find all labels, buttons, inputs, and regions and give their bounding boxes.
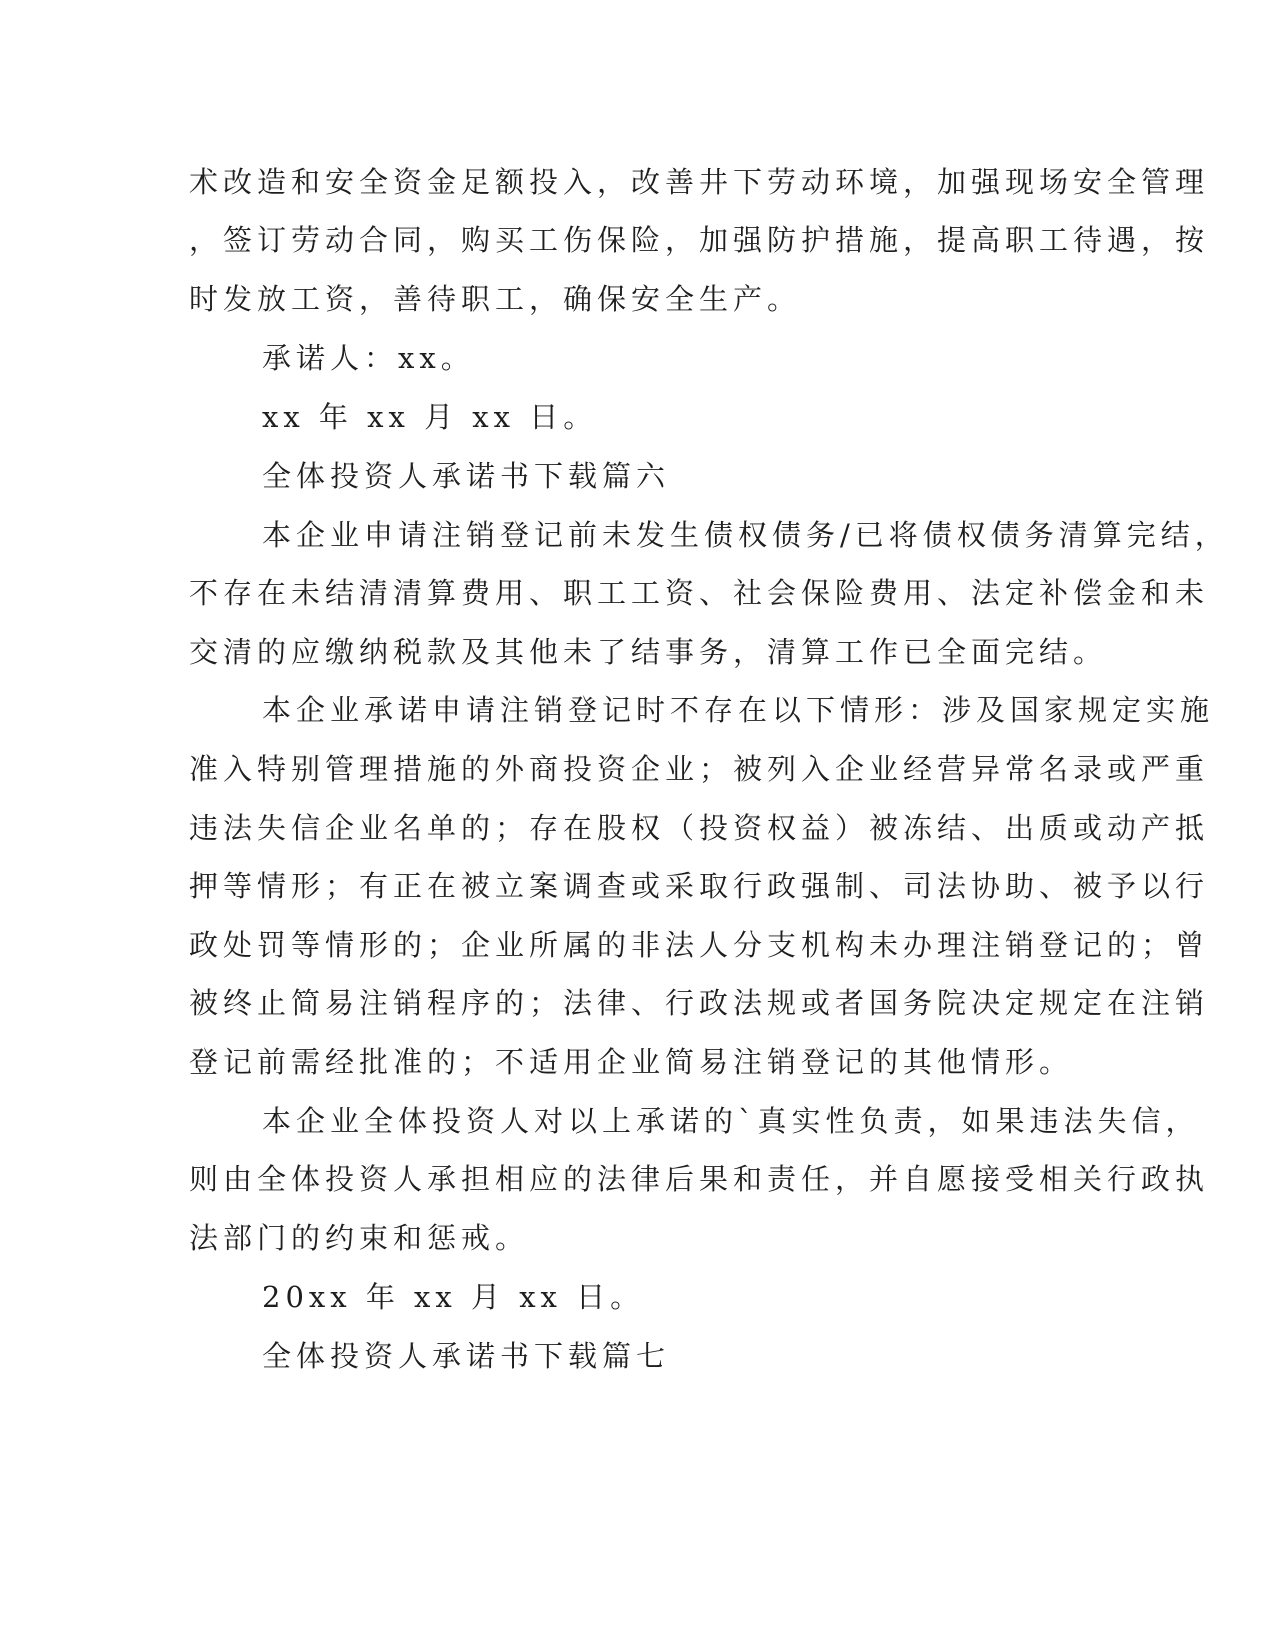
body-text-line: 押等情形；有正在被立案调查或采取行政强制、司法协助、被予以行 xyxy=(189,869,1210,903)
body-text-line: 准入特别管理措施的外商投资企业；被列入企业经营异常名录或严重 xyxy=(189,752,1210,786)
body-text-line: 交清的应缴纳税款及其他未了结事务，清算工作已全面完结。 xyxy=(189,635,1108,669)
date-line: 20xx 年 xx 月 xx 日。 xyxy=(262,1280,645,1314)
body-text-line: 本企业申请注销登记前未发生债权债务/已将债权债务清算完结， xyxy=(262,518,1229,552)
section-heading: 全体投资人承诺书下载篇七 xyxy=(262,1339,671,1373)
body-text-line: 法部门的约束和惩戒。 xyxy=(189,1221,530,1255)
body-text-line: 登记前需经批准的；不适用企业简易注销登记的其他情形。 xyxy=(189,1045,1074,1079)
signatory-line: 承诺人：xx。 xyxy=(262,341,475,375)
body-text-line: 违法失信企业名单的；存在股权（投资权益）被冻结、出质或动产抵 xyxy=(189,811,1210,845)
body-text-line: 政处罚等情形的；企业所属的非法人分支机构未办理注销登记的；曾 xyxy=(189,928,1210,962)
body-text-line: ，签订劳动合同，购买工伤保险，加强防护措施，提高职工待遇，按 xyxy=(189,223,1210,257)
section-heading: 全体投资人承诺书下载篇六 xyxy=(262,459,671,493)
body-text-line: 时发放工资，善待职工，确保安全生产。 xyxy=(189,282,802,316)
body-text-line: 术改造和安全资金足额投入，改善井下劳动环境，加强现场安全管理 xyxy=(189,165,1210,199)
body-text-line: 被终止简易注销程序的；法律、行政法规或者国务院决定规定在注销 xyxy=(189,986,1210,1020)
body-text-line: 本企业全体投资人对以上承诺的`真实性负责，如果违法失信， xyxy=(262,1104,1200,1138)
body-text-line: 则由全体投资人承担相应的法律后果和责任，并自愿接受相关行政执 xyxy=(189,1162,1210,1196)
body-text-line: 本企业承诺申请注销登记时不存在以下情形：涉及国家规定实施 xyxy=(262,693,1215,727)
body-text-line: 不存在未结清清算费用、职工工资、社会保险费用、法定补偿金和未 xyxy=(189,576,1210,610)
date-line: xx 年 xx 月 xx 日。 xyxy=(262,400,598,434)
